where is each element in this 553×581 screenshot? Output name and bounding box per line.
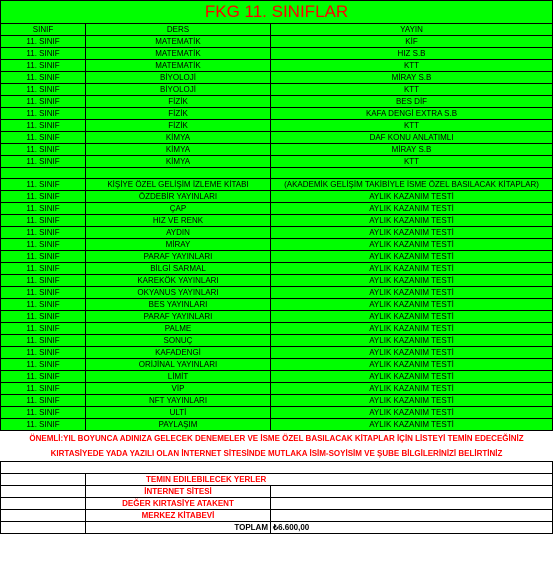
ders-cell[interactable]: BES YAYINLARI [86,299,271,311]
sinif-cell[interactable]: 11. SINIF [1,120,86,132]
yayin-cell[interactable]: AYLIK KAZANIM TESTİ [271,419,553,431]
table-row [1,311,553,323]
supply-row [1,486,553,498]
empty-cell[interactable] [271,498,553,510]
yayin-cell[interactable]: KİF [271,36,553,48]
ders-cell[interactable]: PARAF YAYINLARI [86,311,271,323]
sinif-cell[interactable]: 11. SINIF [1,108,86,120]
total-amount[interactable]: ₺6.600,00 [271,522,553,534]
yayin-cell[interactable]: (AKADEMİK GELİŞİM TAKİBİYLE İSME ÖZEL BASILACAK KİTAPLAR) [271,179,553,191]
ders-cell[interactable]: KAFADENGİ [86,347,271,359]
sinif-cell[interactable]: 11. SINIF [1,395,86,407]
table-row [1,323,553,335]
sinif-cell[interactable]: 11. SINIF [1,156,86,168]
table-row [1,263,553,275]
table-row [1,144,553,156]
table-row [1,359,553,371]
yayin-cell[interactable]: MİRAY S.B [271,72,553,84]
sinif-cell[interactable]: 11. SINIF [1,287,86,299]
sinif-cell[interactable]: 11. SINIF [1,72,86,84]
empty-row [1,462,553,474]
yayin-cell[interactable]: DAF KONU ANLATIMLI [271,132,553,144]
yayin-cell[interactable]: AYLIK KAZANIM TESTİ [271,311,553,323]
yayin-cell[interactable]: AYLIK KAZANIM TESTİ [271,359,553,371]
ders-cell[interactable]: VİP [86,383,271,395]
table-row [1,215,553,227]
supply-place[interactable]: DEĞER KIRTASİYE ATAKENT [86,498,271,510]
yayin-cell[interactable]: AYLIK KAZANIM TESTİ [271,347,553,359]
special-header-row [1,179,553,191]
sinif-cell[interactable]: 11. SINIF [1,203,86,215]
note-row [1,447,553,462]
table-row [1,48,553,60]
sinif-cell[interactable]: 11. SINIF [1,311,86,323]
sinif-cell[interactable]: 11. SINIF [1,239,86,251]
table-row [1,287,553,299]
empty-row [1,168,553,179]
note-line-1[interactable]: ÖNEMLİ:YIL BOYUNCA ADINIZA GELECEK DENEMELER VE İSME ÖZEL BASILACAK KİTAPLAR İÇİN LİSTEYİ TEMİN EDECEĞİNİZ [1,431,553,448]
ders-cell[interactable]: FİZİK [86,108,271,120]
ders-cell[interactable]: FİZİK [86,96,271,108]
supply-row [1,510,553,522]
sinif-cell[interactable]: 11. SINIF [1,347,86,359]
ders-cell[interactable]: PALME [86,323,271,335]
sinif-cell[interactable]: 11. SINIF [1,96,86,108]
sinif-cell[interactable]: 11. SINIF [1,383,86,395]
table-row [1,156,553,168]
yayin-cell[interactable]: AYLIK KAZANIM TESTİ [271,323,553,335]
ders-cell[interactable]: OKYANUS YAYINLARI [86,287,271,299]
sinif-cell[interactable]: 11. SINIF [1,299,86,311]
supply-place[interactable]: MERKEZ KİTABEVİ [86,510,271,522]
sinif-cell[interactable]: 11. SINIF [1,419,86,431]
table-row [1,371,553,383]
yayin-cell[interactable]: AYLIK KAZANIM TESTİ [271,287,553,299]
yayin-cell[interactable]: AYLIK KAZANIM TESTİ [271,227,553,239]
table-row [1,60,553,72]
sinif-cell[interactable]: 11. SINIF [1,144,86,156]
yayin-cell[interactable]: AYLIK KAZANIM TESTİ [271,251,553,263]
ders-cell[interactable]: MİRAY [86,239,271,251]
table-row [1,203,553,215]
supply-place[interactable]: İNTERNET SİTESİ [86,486,271,498]
empty-cell[interactable] [271,486,553,498]
empty-cell[interactable] [1,486,86,498]
ders-cell[interactable]: BİYOLOJİ [86,84,271,96]
sinif-cell[interactable]: 11. SINIF [1,359,86,371]
yayin-cell[interactable]: KTT [271,84,553,96]
yayin-cell[interactable]: AYLIK KAZANIM TESTİ [271,263,553,275]
empty-cell[interactable] [1,510,86,522]
empty-cell[interactable] [86,168,271,179]
sinif-cell[interactable]: 11. SINIF [1,132,86,144]
table-row [1,84,553,96]
ders-cell[interactable]: PAYLAŞIM [86,419,271,431]
yayin-cell[interactable]: AYLIK KAZANIM TESTİ [271,395,553,407]
header-yayin[interactable]: YAYIN [271,24,553,36]
yayin-cell[interactable]: AYLIK KAZANIM TESTİ [271,383,553,395]
empty-cell[interactable] [1,462,553,474]
empty-cell[interactable] [271,168,553,179]
yayin-cell[interactable]: AYLIK KAZANIM TESTİ [271,275,553,287]
table-row [1,36,553,48]
ders-cell[interactable]: MATEMATİK [86,60,271,72]
ders-cell[interactable]: FİZİK [86,120,271,132]
ders-cell[interactable]: BİYOLOJİ [86,72,271,84]
table-row [1,108,553,120]
sinif-cell[interactable]: 11. SINIF [1,48,86,60]
yayin-cell[interactable]: KTT [271,156,553,168]
header-sinif[interactable]: SINIF [1,24,86,36]
sinif-cell[interactable]: 11. SINIF [1,263,86,275]
yayin-cell[interactable]: HIZ S.B [271,48,553,60]
sinif-cell[interactable]: 11. SINIF [1,84,86,96]
sinif-cell[interactable]: 11. SINIF [1,335,86,347]
yayin-cell[interactable]: KTT [271,60,553,72]
yayin-cell[interactable]: MİRAY S.B [271,144,553,156]
note-row [1,431,553,448]
ders-cell[interactable]: AYDIN [86,227,271,239]
ders-cell[interactable]: ÖZDEBİR YAYINLARI [86,191,271,203]
yayin-cell[interactable]: AYLIK KAZANIM TESTİ [271,239,553,251]
supply-header[interactable]: TEMIN EDILEBILECEK YERLER [86,474,553,486]
sinif-cell[interactable]: 11. SINIF [1,251,86,263]
total-row [1,522,553,534]
table-row [1,96,553,108]
yayin-cell[interactable]: AYLIK KAZANIM TESTİ [271,335,553,347]
ders-cell[interactable]: NFT YAYINLARI [86,395,271,407]
table-row [1,383,553,395]
table-row [1,120,553,132]
table-row [1,227,553,239]
empty-cell[interactable] [1,168,86,179]
table-row [1,191,553,203]
ders-cell[interactable]: ULTİ [86,407,271,419]
ders-cell[interactable]: KİMYA [86,132,271,144]
yayin-cell[interactable]: KAFA DENGİ EXTRA S.B [271,108,553,120]
ders-cell[interactable]: LİMİT [86,371,271,383]
table-row [1,251,553,263]
sinif-cell[interactable]: 11. SINIF [1,191,86,203]
sinif-cell[interactable]: 11. SINIF [1,275,86,287]
supply-header-row [1,474,553,486]
sinif-cell[interactable]: 11. SINIF [1,215,86,227]
ders-cell[interactable]: MATEMATİK [86,36,271,48]
sinif-cell[interactable]: 11. SINIF [1,227,86,239]
ders-cell[interactable]: BİLGİ SARMAL [86,263,271,275]
ders-cell[interactable]: MATEMATİK [86,48,271,60]
table-row [1,407,553,419]
ders-cell[interactable]: PARAF YAYINLARI [86,251,271,263]
table-row [1,395,553,407]
table-row [1,72,553,84]
yayin-cell[interactable]: BES DİF [271,96,553,108]
header-row [1,24,553,36]
page-title: FKG 11. SINIFLAR [1,1,553,24]
sinif-cell[interactable]: 11. SINIF [1,371,86,383]
table-row [1,347,553,359]
empty-cell[interactable] [1,498,86,510]
table-row [1,239,553,251]
yayin-cell[interactable]: AYLIK KAZANIM TESTİ [271,407,553,419]
sinif-cell[interactable]: 11. SINIF [1,179,86,191]
total-label[interactable]: TOPLAM [86,522,271,534]
empty-cell[interactable] [1,522,86,534]
yayin-cell[interactable]: AYLIK KAZANIM TESTİ [271,371,553,383]
yayin-cell[interactable]: AYLIK KAZANIM TESTİ [271,299,553,311]
supply-row [1,498,553,510]
ders-cell[interactable]: HIZ VE RENK [86,215,271,227]
table-row [1,275,553,287]
ders-cell[interactable]: ORİJİNAL YAYINLARI [86,359,271,371]
ders-cell[interactable]: KAREKÖK YAYINLARI [86,275,271,287]
note-line-2[interactable]: KIRTASİYEDE YADA YAZILI OLAN İNTERNET SİTESİNDE MUTLAKA İSİM-SOYİSİM VE ŞUBE BİLGİLERİNİZİ BELİRTİNİZ [1,447,553,462]
sinif-cell[interactable]: 11. SINIF [1,407,86,419]
empty-cell[interactable] [1,474,86,486]
ders-cell[interactable]: SONUÇ [86,335,271,347]
table-row [1,335,553,347]
table-row [1,132,553,144]
sinif-cell[interactable]: 11. SINIF [1,323,86,335]
yayin-cell[interactable]: AYLIK KAZANIM TESTİ [271,215,553,227]
empty-cell[interactable] [271,510,553,522]
ders-cell[interactable]: ÇAP [86,203,271,215]
yayin-cell[interactable]: AYLIK KAZANIM TESTİ [271,203,553,215]
table-row [1,299,553,311]
yayin-cell[interactable]: AYLIK KAZANIM TESTİ [271,191,553,203]
header-ders[interactable]: DERS [86,24,271,36]
ders-cell[interactable]: KİŞİYE ÖZEL GELİŞİM İZLEME KİTABI [86,179,271,191]
table-row [1,419,553,431]
sinif-cell[interactable]: 11. SINIF [1,36,86,48]
ders-cell[interactable]: KİMYA [86,156,271,168]
ders-cell[interactable]: KİMYA [86,144,271,156]
yayin-cell[interactable]: KTT [271,120,553,132]
sinif-cell[interactable]: 11. SINIF [1,60,86,72]
